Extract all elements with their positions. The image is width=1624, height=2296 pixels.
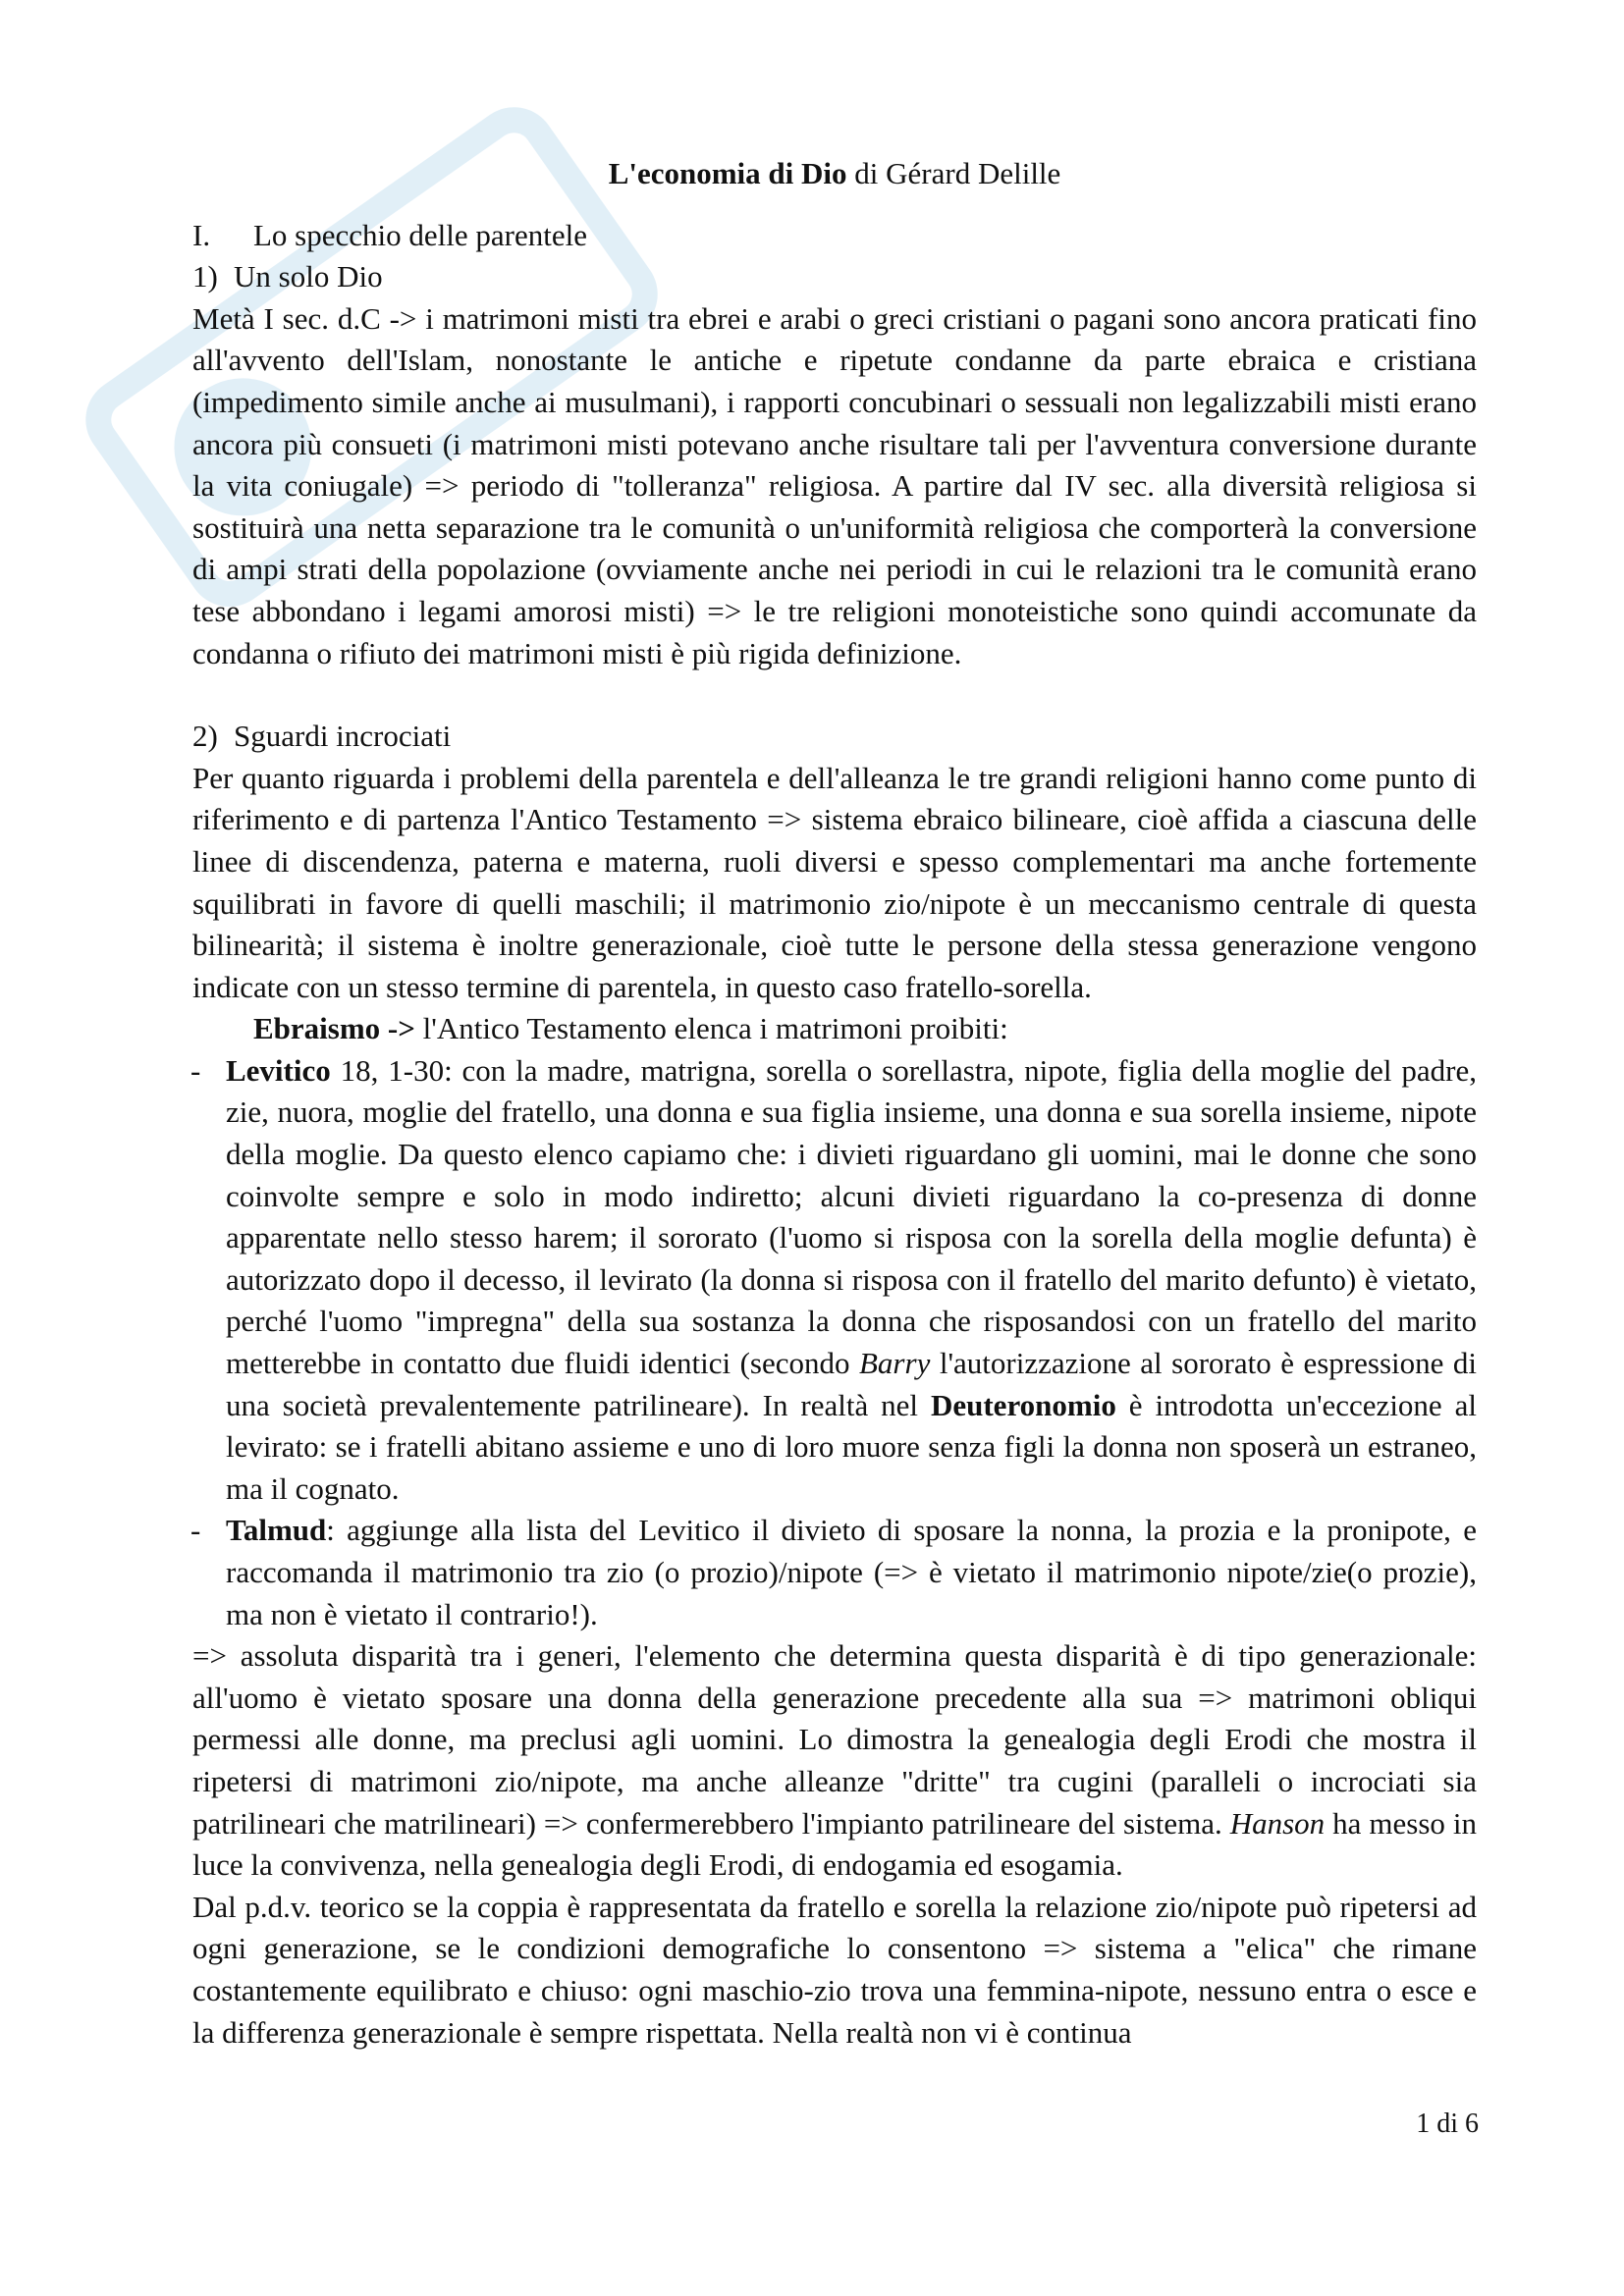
author-name: Barry — [859, 1346, 931, 1381]
author-name: Hanson — [1229, 1805, 1326, 1841]
paragraph-text: ha messo in luce la convivenza, nella genealogia degli Erodi, di endogamia ed esogamia. — [192, 1805, 1478, 1883]
paragraph-text: => assoluta disparità tra i generi, l'elemento che determina questa disparità è di tipo generazionale: all'uomo è vietato sposare una donna della generazione precedente alla sua => matrimoni obliqui permessi alle donne, ma preclusi agli uomini. Lo dimostra la genealogia degli Erodi che mostra il ripetersi di matrimoni zio/nipote, ma anche alleanze "dritte" tra cugini (paralleli o incrociati sia patrilineari che matrilineari) => confermerebbero l'impianto patrilineare del sistema. — [192, 1638, 1477, 1841]
subsection-number: 1) — [192, 259, 218, 294]
subsection-heading-1 — [192, 256, 1477, 298]
ebraismo-label: Ebraismo -> — [253, 1011, 415, 1046]
subsection-number: 2) — [192, 719, 218, 754]
list-item-text: 18, 1-30: con la madre, matrigna, sorella o sorellastra, nipote, figlia della moglie del padre, zie, nuora, moglie del fratello, una donna e sua figlia insieme, una donna e sua sorella insieme, nipote della moglie. Da questo elenco capiamo che: i divieti riguardano gli uomini, mai le donne che sono coinvolte sempre e solo in modo indiretto; alcuni divieti riguardano la co-presenza di donne apparentate nello stesso harem; il sororato (l'uomo si risposa con la sorella della moglie defunta) è autorizzato dopo il decesso, il levirato (la donna si risposa con il fratello del marito defunto) è vietato, perché l'uomo "impregna" della sua sostanza la donna che risposandosi con un fratello del marito metterebbe in contatto due fluidi identici (secondo — [226, 1052, 1477, 1381]
forbidden-marriages-list — [192, 1050, 1477, 1635]
ebraismo-text: l'Antico Testamento elenca i matrimoni proibiti: — [414, 1011, 1008, 1046]
section-number: I. — [192, 217, 211, 252]
section-heading — [192, 215, 1477, 257]
subsection-title: Un solo Dio — [234, 259, 383, 294]
levitico-label: Levitico — [226, 1052, 331, 1088]
deuteronomio-label: Deuteronomio — [930, 1387, 1116, 1422]
subsection-heading-2 — [192, 716, 1477, 758]
list-item-text: : aggiunge alla lista del Levitico il divieto di sposare la nonna, la prozia e la pronipote, e raccomanda il matrimonio tra zio (o prozio)/nipote (=> è vietato il matrimonio nipote/zie(o prozie), ma non è vietato il contrario!). — [226, 1513, 1477, 1631]
list-item — [192, 1510, 1477, 1635]
subsection-title: Sguardi incrociati — [234, 719, 452, 754]
section-title: Lo specchio delle parentele — [253, 217, 587, 252]
paragraph-3 — [192, 1635, 1477, 1887]
ebraismo-line — [192, 1008, 1477, 1050]
paragraph-1: Metà I sec. d.C -> i matrimoni misti tra ebrei e arabi o greci cristiani o pagani sono ancora praticati fino all'avvento dell'Islam, nonostante le antiche e ripetute condanne da parte ebraica e cristiana (impedimento simile anche ai musulmani), i rapporti concubinari o sessuali non legalizzabili misti erano ancora più consueti (i matrimoni misti potevano anche risultare tali per l'avventura conversione durante la vita coniugale) => periodo di "tolleranza" religiosa. A partire dal IV sec. alla diversità religiosa si sostituirà una netta separazione tra le comunità o un'uniformità religiosa che comporterà la conversione di ampi strati della popolazione (ovviamente anche nei periodi in cui le relazioni tra le comunità erano tese abbondano i legami amorosi misti) => le tre religioni monoteistiche sono quindi accomunate da condanna o rifiuto dei matrimoni misti è più rigida definizione. — [192, 300, 1477, 670]
document-title — [192, 153, 1477, 195]
page-number: 1 di 6 — [1416, 2109, 1479, 2139]
talmud-label: Talmud — [226, 1513, 327, 1548]
list-item-text: è introdotta un'eccezione al levirato: se i fratelli abitano assieme e uno di loro muore senza figli la donna non sposerà un estraneo, ma il cognato. — [226, 1387, 1478, 1506]
paragraph-4: Dal p.d.v. teorico se la coppia è rappresentata da fratello e sorella la relazione zio/nipote può ripetersi ad ogni generazione, se le condizioni demografiche lo consentono => sistema a "elica" che rimane costantemente equilibrato e chiuso: ogni maschio-zio trova una femmina-nipote, nessuno entra o esce e la differenza generazionale è sempre rispettata. Nella realtà non vi è continua — [192, 1889, 1477, 2050]
paragraph-2: Per quanto riguarda i problemi della parentela e dell'alleanza le tre grandi religioni hanno come punto di riferimento e di partenza l'Antico Testamento => sistema ebraico bilineare, cioè affida a ciascuna delle linee di discendenza, paterna e materna, ruoli diversi e spesso complementari ma anche fortemente squilibrati in favore di quelli maschili; il matrimonio zio/nipote è un meccanismo centrale di questa bilinearità; il sistema è inoltre generazionale, cioè tutte le persone della stessa generazione vengono indicate con un stesso termine di parentela, in questo caso fratello-sorella. — [192, 760, 1477, 1004]
list-item-text: l'autorizzazione al sororato è espressione di una società prevalentemente patrilineare). In realtà nel — [226, 1346, 1477, 1422]
title-bold: L'economia di Dio — [608, 156, 847, 190]
list-item — [192, 1050, 1477, 1511]
document-page — [192, 153, 1477, 2054]
title-author: di Gérard Delille — [846, 156, 1061, 190]
